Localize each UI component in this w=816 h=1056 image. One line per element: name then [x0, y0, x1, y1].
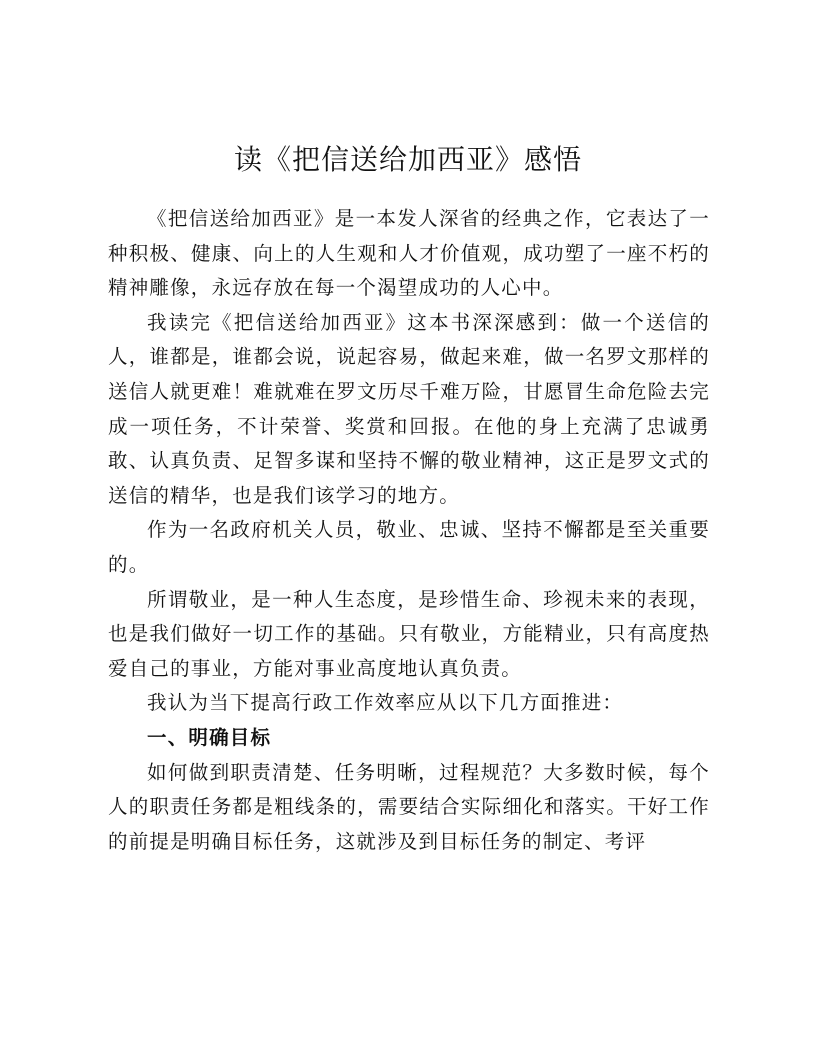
section-heading: 一、明确目标	[147, 725, 272, 749]
paragraph: 我读完《把信送给加西亚》这本书深深感到：做一个送信的人，谁都是，谁都会说，说起容易，做起来难，做一名罗文那样的送信人就更难！难就难在罗文历尽千难万险，甘愿冒生命危险去完成一项任务，不计荣誉、奖赏和回报。在他的身上充满了忠诚勇敢、认真负责、足智多谋和坚持不懈的敬业精神，这正是罗文式的送信的精华，也是我们该学习的地方。	[108, 310, 710, 507]
paragraph: 我认为当下提高行政工作效率应从以下几方面推进：	[147, 691, 624, 715]
document-title: 读《把信送给加西亚》感悟	[233, 143, 582, 176]
paragraph: 所谓敬业，是一种人生态度，是珍惜生命、珍视未来的表现，也是我们做好一切工作的基础。只有敬业，方能精业，只有高度热爱自己的事业，方能对事业高度地认真负责。	[108, 587, 710, 680]
paragraph: 《把信送给加西亚》是一本发人深省的经典之作，它表达了一种积极、健康、向上的人生观和人才价值观，成功塑了一座不朽的精神雕像，永远存放在每一个渴望成功的人心中。	[108, 207, 710, 300]
paragraph: 作为一名政府机关人员，敬业、忠诚、坚持不懈都是至关重要的。	[108, 518, 710, 576]
document-body	[108, 202, 710, 859]
paragraph: 如何做到职责清楚、任务明晰，过程规范？大多数时候，每个人的职责任务都是粗线条的，需要结合实际细化和落实。干好工作的前提是明确目标任务，这就涉及到目标任务的制定、考评	[108, 760, 710, 853]
